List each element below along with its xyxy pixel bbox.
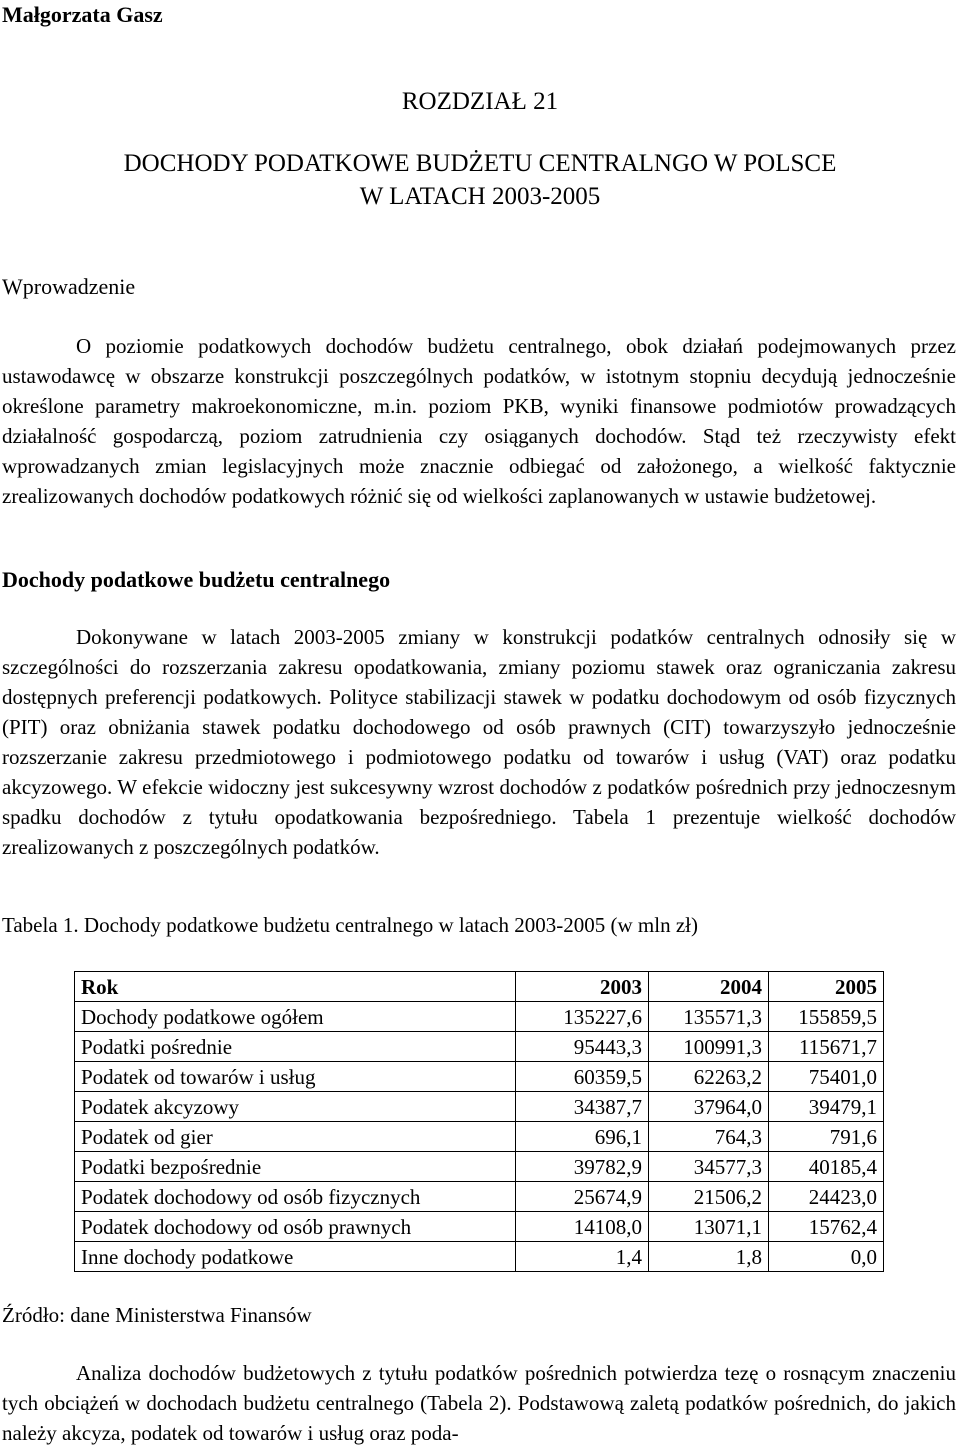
table-row <box>75 1092 884 1122</box>
table-row <box>75 1062 884 1092</box>
cell-2005: 155859,5 <box>769 1002 884 1032</box>
section-paragraph-text: Dokonywane w latach 2003-2005 zmiany w konstrukcji podatków centralnych odnosiły się w szczególności do rozszerzania zakresu opodatkowania, zmiany poziomu stawek oraz ograniczania zakresu dostępnych preferencji podatkowych. Polityce stabilizacji stawek w podatku dochodowym od osób fizycznych (PIT) oraz obniżania stawek podatku dochodowego od osób prawnych (CIT) towarzyszyło jednocześnie rozszerzanie zakresu przedmiotowego i podmiotowego podatku od towarów i usług (VAT) oraz podatku akcyzowego. W efekcie widoczny jest sukcesywny wzrost dochodów z podatków pośrednich przy jednoczesnym spadku dochodów z tytułu opodatkowania bezpośredniego. Tabela 1 prezentuje wielkość dochodów zrealizowanych z poszczególnych podatków. <box>2 625 956 859</box>
intro-heading: Wprowadzenie <box>2 274 136 299</box>
table-row <box>75 1002 884 1032</box>
cell-2003: 39782,9 <box>516 1152 649 1182</box>
cell-2004: 34577,3 <box>649 1152 769 1182</box>
table-row <box>75 1212 884 1242</box>
header-cell-2004: 2004 <box>649 972 769 1002</box>
cell-2004: 37964,0 <box>649 1092 769 1122</box>
analysis-paragraph <box>2 1358 956 1448</box>
header-cell-2003: 2003 <box>516 972 649 1002</box>
chapter-title <box>0 147 960 213</box>
row-label: Podatki pośrednie <box>75 1032 516 1062</box>
table-source-note: Źródło: dane Ministerstwa Finansów <box>2 1303 312 1327</box>
cell-2005: 39479,1 <box>769 1092 884 1122</box>
row-label: Podatki bezpośrednie <box>75 1152 516 1182</box>
row-label: Podatek akcyzowy <box>75 1092 516 1122</box>
table-row <box>75 1152 884 1182</box>
row-label: Podatek od gier <box>75 1122 516 1152</box>
row-label: Dochody podatkowe ogółem <box>75 1002 516 1032</box>
cell-2005: 40185,4 <box>769 1152 884 1182</box>
cell-2004: 135571,3 <box>649 1002 769 1032</box>
cell-2003: 14108,0 <box>516 1212 649 1242</box>
cell-2003: 60359,5 <box>516 1062 649 1092</box>
row-label: Podatek dochodowy od osób prawnych <box>75 1212 516 1242</box>
cell-2004: 1,8 <box>649 1242 769 1272</box>
intro-paragraph-text: O poziomie podatkowych dochodów budżetu centralnego, obok działań podejmowanych przez ustawodawcę w obszarze konstrukcji poszczególnych podatków, w istotnym stopniu decydują jednocześnie określone parametry makroekonomiczne, m.in. poziom PKB, wyniki finansowe podmiotów prowadzących działalność gospodarczą, poziom zatrudnienia czy osiąganych dochodów. Stąd też rzeczywisty efekt wprowadzanych zmian legislacyjnych może znacznie odbiegać od założonego, a wielkość faktycznie zrealizowanych dochodów podatkowych różnić się od wielkości zaplanowanych w ustawie budżetowej. <box>2 334 956 508</box>
cell-2004: 21506,2 <box>649 1182 769 1212</box>
header-cell-year-label: Rok <box>75 972 516 1002</box>
table-row <box>75 1032 884 1062</box>
cell-2004: 13071,1 <box>649 1212 769 1242</box>
cell-2003: 95443,3 <box>516 1032 649 1062</box>
cell-2003: 135227,6 <box>516 1002 649 1032</box>
cell-2003: 34387,7 <box>516 1092 649 1122</box>
section-heading: Dochody podatkowe budżetu centralnego <box>2 567 391 592</box>
row-label: Inne dochody podatkowe <box>75 1242 516 1272</box>
chapter-title-line-2: W LATACH 2003-2005 <box>359 183 601 210</box>
cell-2005: 75401,0 <box>769 1062 884 1092</box>
table-row <box>75 1122 884 1152</box>
cell-2003: 1,4 <box>516 1242 649 1272</box>
cell-2004: 764,3 <box>649 1122 769 1152</box>
cell-2005: 24423,0 <box>769 1182 884 1212</box>
table-row <box>75 1242 884 1272</box>
cell-2003: 25674,9 <box>516 1182 649 1212</box>
table-caption: Tabela 1. Dochody podatkowe budżetu centralnego w latach 2003-2005 (w mln zł) <box>2 913 698 937</box>
table-row <box>75 1182 884 1212</box>
row-label: Podatek dochodowy od osób fizycznych <box>75 1182 516 1212</box>
header-cell-2005: 2005 <box>769 972 884 1002</box>
cell-2005: 15762,4 <box>769 1212 884 1242</box>
section-paragraph <box>2 622 956 862</box>
cell-2004: 62263,2 <box>649 1062 769 1092</box>
table-header-row <box>75 972 884 1002</box>
tax-revenue-table <box>74 971 884 1272</box>
cell-2005: 115671,7 <box>769 1032 884 1062</box>
cell-2005: 791,6 <box>769 1122 884 1152</box>
chapter-title-line-1: DOCHODY PODATKOWE BUDŻETU CENTRALNGO W POLSCE <box>123 150 837 177</box>
chapter-number: ROZDZIAŁ 21 <box>401 88 559 115</box>
cell-2003: 696,1 <box>516 1122 649 1152</box>
cell-2005: 0,0 <box>769 1242 884 1272</box>
author-name: Małgorzata Gasz <box>2 2 163 27</box>
cell-2004: 100991,3 <box>649 1032 769 1062</box>
row-label: Podatek od towarów i usług <box>75 1062 516 1092</box>
analysis-paragraph-text: Analiza dochodów budżetowych z tytułu podatków pośrednich potwierdza tezę o rosnącym znaczeniu tych obciążeń w dochodach budżetu centralnego (Tabela 2). Podstawową zaletą podatków pośrednich, do jakich należy akcyza, podatek od towarów i usług oraz poda- <box>2 1361 956 1445</box>
intro-paragraph <box>2 331 956 511</box>
